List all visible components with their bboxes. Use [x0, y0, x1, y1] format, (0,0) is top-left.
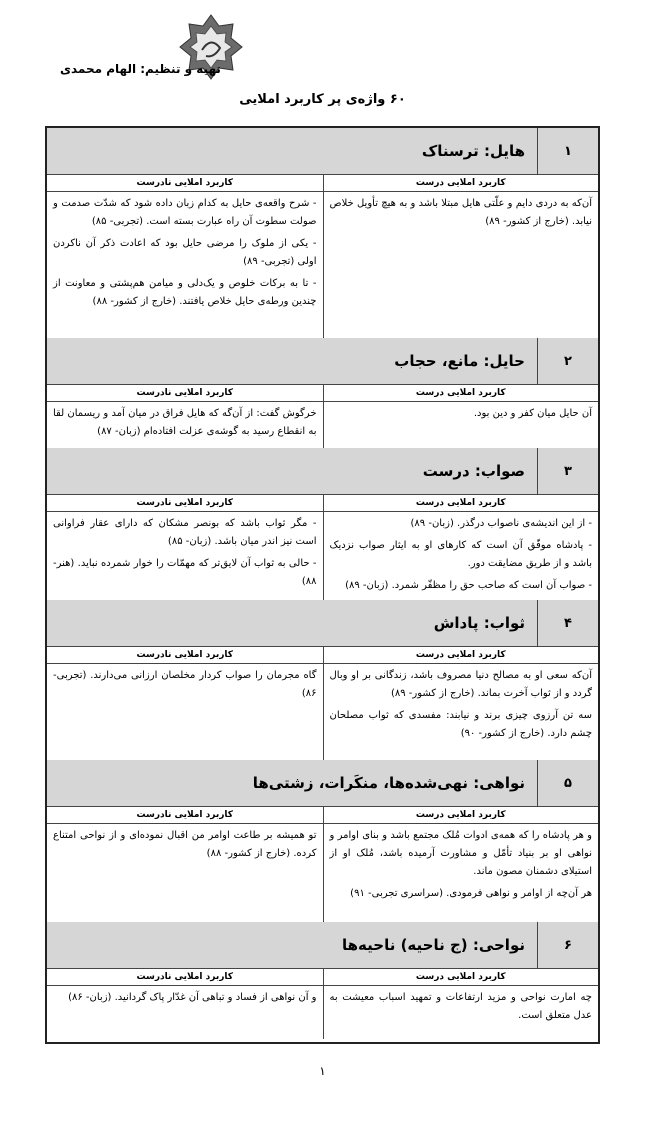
- prepared-by: تهیه و تنظیم: الهام محمدی: [60, 62, 221, 76]
- correct-heading: کاربرد املایی درست: [324, 495, 599, 512]
- entry-number: ۵: [537, 760, 598, 806]
- correct-heading: کاربرد املایی درست: [324, 385, 599, 402]
- incorrect-example: - یکی از ملوک را مرضی حایل بود که اعادت ذکر آن ناکردن اولی (تجربی- ۸۹): [53, 238, 317, 267]
- entry-columns: [47, 969, 598, 1039]
- correct-heading: کاربرد املایی درست: [324, 969, 599, 986]
- incorrect-example: خرگوش گفت: از آن‌گه که هایل فراق در میان آمد و ریسمان لقا به انقطاع رسید به گوشه‌ی عزلت افتاده‌ام (زبان- ۸۷): [53, 408, 317, 437]
- entry-3: [47, 448, 598, 600]
- entry-4: [47, 600, 598, 760]
- entry-word-row: [47, 448, 598, 495]
- incorrect-usage: [47, 385, 323, 448]
- entry-word: صواب: درست: [422, 462, 525, 480]
- incorrect-usage: [47, 969, 323, 1039]
- incorrect-example: تو همیشه بر طاعت اوامر من اقبال نموده‌ای و از نواحی امتناع کرده. (خارج از کشور- ۸۸): [53, 830, 317, 859]
- entry-columns: [47, 495, 598, 601]
- correct-example: آن حایل میان کفر و دین بود.: [473, 408, 592, 419]
- incorrect-usage: [47, 647, 323, 760]
- incorrect-heading: کاربرد املایی نادرست: [47, 175, 323, 192]
- incorrect-heading: کاربرد املایی نادرست: [47, 807, 323, 824]
- entry-number: ۴: [537, 600, 598, 646]
- incorrect-heading: کاربرد املایی نادرست: [47, 647, 323, 664]
- correct-heading: کاربرد املایی درست: [324, 647, 599, 664]
- document-title: ۶۰ واژه‌ی پر کاربرد املایی: [239, 92, 406, 107]
- correct-usage: [323, 175, 599, 338]
- entry-columns: [47, 807, 598, 923]
- entry-number: ۲: [537, 338, 598, 384]
- entry-2: [47, 338, 598, 448]
- correct-heading: کاربرد املایی درست: [324, 175, 599, 192]
- entry-columns: [47, 175, 598, 339]
- incorrect-usage: [47, 175, 323, 338]
- incorrect-heading: کاربرد املایی نادرست: [47, 495, 323, 512]
- incorrect-usage: [47, 495, 323, 600]
- correct-usage: [323, 807, 599, 922]
- correct-example: سه تن آرزوی چیزی برند و نیابند: مفسدی که ثواب مصلحان چشم دارد. (خارج از کشور- ۹۰): [329, 710, 592, 739]
- incorrect-example: - حالی به ثواب آن لایق‌تر که مهمّات را خوار شمرده نباید. (هنر- ۸۸): [53, 558, 317, 587]
- incorrect-example: - تا به برکات خلوص و یک‌دلی و میامن هم‌پشتی و معاونت از چندین ورطه‌ی حایل خلاص یافتند. (خارج از کشور- ۸۸): [53, 278, 317, 307]
- incorrect-usage: [47, 807, 323, 922]
- incorrect-example: - شرح واقعه‌ی حایل به کدام زبان داده شود که شدّت صدمت و صولت سطوت آن راه عبارت بسته است. (تجربی- ۸۵): [53, 198, 317, 227]
- incorrect-heading: کاربرد املایی نادرست: [47, 969, 323, 986]
- entry-1: [47, 128, 598, 338]
- vocabulary-table: [45, 126, 600, 1044]
- correct-example: - پادشاه موفّق آن است که کارهای او به ایثار صواب نزدیک باشد و از طریق مضایقت دور.: [329, 540, 592, 569]
- entry-number: ۶: [537, 922, 598, 968]
- entry-number: ۱: [537, 128, 598, 174]
- entry-6: [47, 922, 598, 1042]
- correct-example: - صواب آن است که صاحب حق را مظفّر شمرد. (زبان- ۸۹): [345, 580, 592, 591]
- entry-word: ثواب: پاداش: [433, 614, 525, 632]
- incorrect-example: گاه مجرمان را صواب کردار مخلصان ارزانی می‌دارند. (تجربی- ۸۶): [53, 670, 317, 699]
- correct-example: هر آن‌چه از اوامر و نواهی فرمودی. (سراسری تجربی- ۹۱): [350, 888, 592, 899]
- entry-columns: [47, 647, 598, 761]
- correct-example: و هر پادشاه را که همه‌ی ادوات مُلک مجتمع باشد و بنای اوامر و نواهی او بر بنیاد تأمّل و مشاورت آرمیده باشد، مُلک او از استیلای دشمنان مصون ماند.: [329, 830, 592, 877]
- correct-example: آن‌که سعی او به مصالح دنیا مصروف باشد، زندگانی بر او وبال گردد و از ثواب آخرت بماند. (خارج از کشور- ۸۹): [329, 670, 592, 699]
- incorrect-example: و آن نواهی از فساد و تباهی آن غدّار پاک گردانید. (زبان- ۸۶): [68, 992, 317, 1003]
- entry-number: ۳: [537, 448, 598, 494]
- page-header: [0, 0, 645, 125]
- correct-example: چه امارت نواحی و مزید ارتفاعات و تمهید اسباب معیشت به عدل متعلق است.: [329, 992, 592, 1021]
- entry-word: نواحی: (ج ناحیه) ناحیه‌ها: [342, 936, 525, 954]
- correct-usage: [323, 495, 599, 600]
- incorrect-example: - مگر ثواب باشد که بونصر مشکان که دارای عقار فراوانی است نیز اندر میان باشد. (زبان- ۸۵): [53, 518, 317, 547]
- entry-word-row: [47, 128, 598, 175]
- entry-word: حایل: مانع، حجاب: [394, 352, 525, 370]
- page-number: ۱: [319, 1064, 326, 1078]
- entry-word-row: [47, 600, 598, 647]
- entry-word: نواهی: نهی‌شده‌ها، منکَرات، زشتی‌ها: [252, 774, 525, 792]
- correct-usage: [323, 969, 599, 1039]
- entry-word-row: [47, 760, 598, 807]
- entry-word-row: [47, 922, 598, 969]
- entry-5: [47, 760, 598, 922]
- entry-columns: [47, 385, 598, 449]
- entry-word: هایل: ترسناک: [421, 142, 525, 160]
- correct-example: آن‌که به دردی دایم و علّتی هایل مبتلا باشد و به هیچ تأویل خلاص نیابد. (خارج از کشور- ۸۹): [329, 198, 592, 227]
- incorrect-heading: کاربرد املایی نادرست: [47, 385, 323, 402]
- correct-heading: کاربرد املایی درست: [324, 807, 599, 824]
- correct-usage: [323, 647, 599, 760]
- entry-word-row: [47, 338, 598, 385]
- correct-usage: [323, 385, 599, 448]
- correct-example: - از این اندیشه‌ی ناصواب درگذر. (زبان- ۸۹): [410, 518, 592, 529]
